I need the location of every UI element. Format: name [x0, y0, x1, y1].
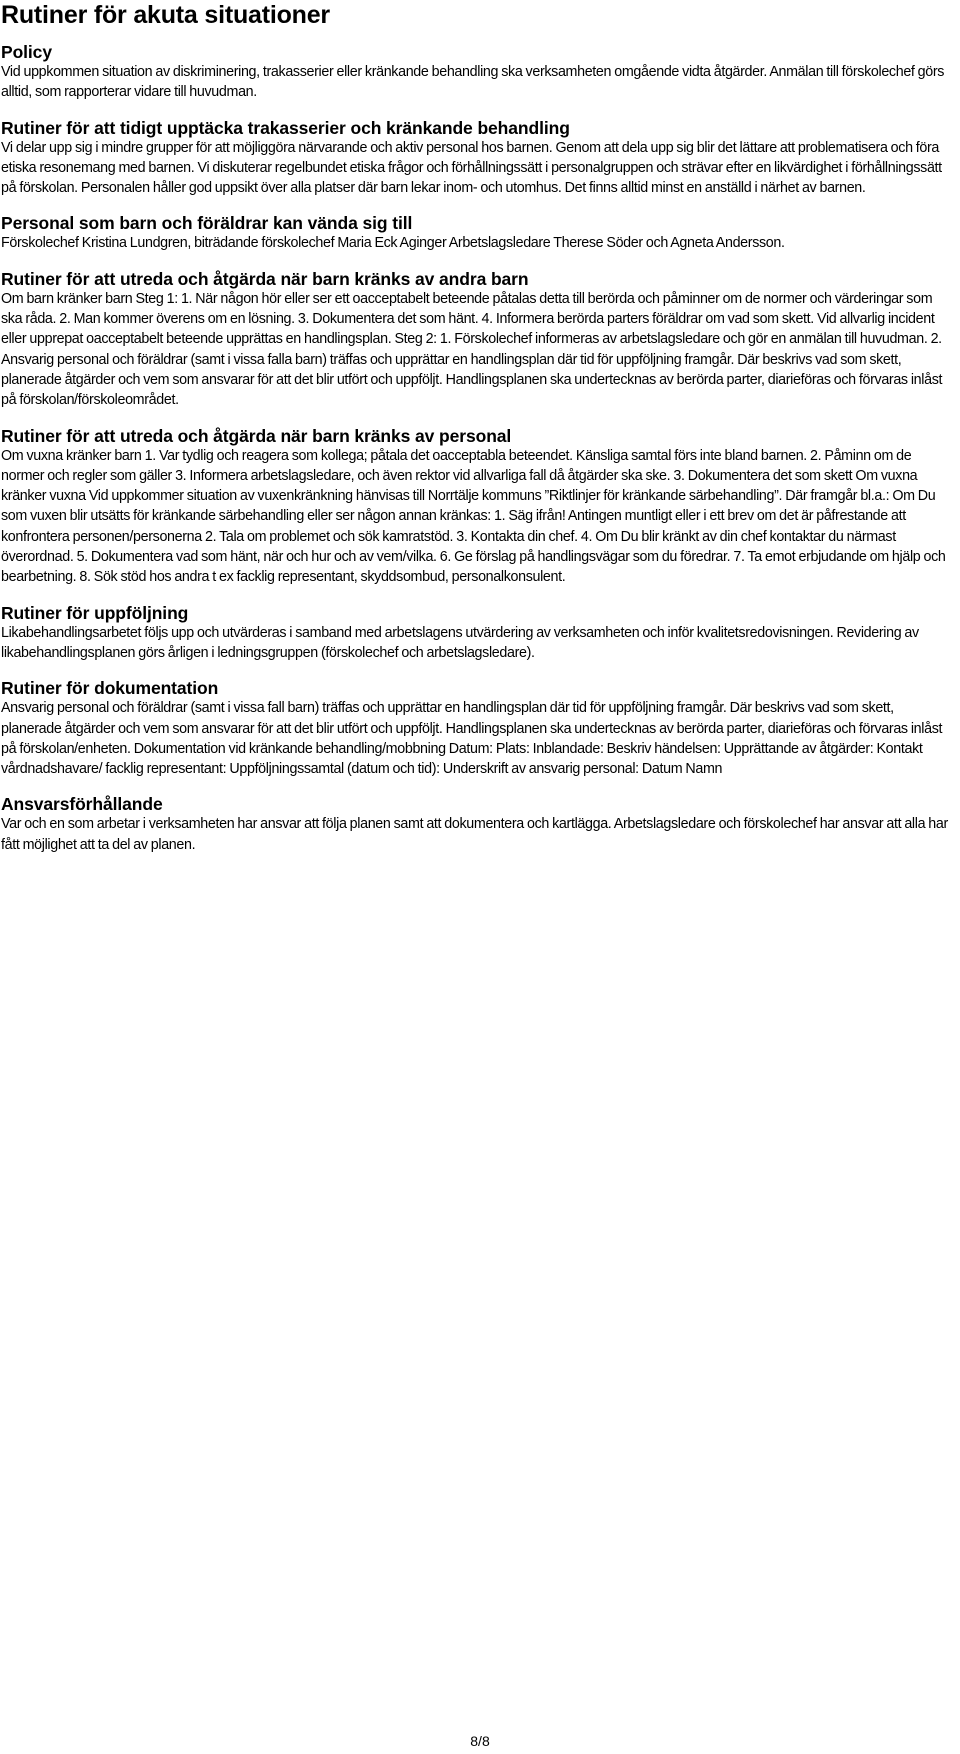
page-number: 8/8	[470, 1733, 490, 1749]
section-heading: Rutiner för uppföljning	[1, 602, 189, 623]
section-policy	[1, 42, 953, 103]
section-body: Ansvarig personal och föräldrar (samt i vissa fall barn) träffas och upprättar en handlingsplan där tid för uppföljning framgår. Där beskrivs vad som skett, planerade åtgärder och vem som ansvarar för att det blir utfört och uppföljt. Handlingsplanen ska undertecknas av berörda parter, diarieföras och förvaras inlåst på förskolan/enheten. Dokumentation vid kränkande behandling/mobbning Datum: Plats: Inblandade: Beskriv händelsen: Upprättande av åtgärder: Kontakt vårdnadshavare/ facklig representant: Uppföljningssamtal (datum och tid): Underskrift av ansvarig personal: Datum Namn	[1, 700, 943, 778]
section-heading: Ansvarsförhållande	[1, 794, 163, 815]
section-early-detection	[1, 118, 953, 199]
section-responsibility	[1, 794, 953, 855]
section-body: Vid uppkommen situation av diskriminering, trakasserier eller kränkande behandling ska verksamheten omgående vidta åtgärder. Anmälan till förskolechef görs alltid, som rapporterar vidare till huvudman.	[1, 64, 945, 101]
section-body: Om barn kränker barn Steg 1: 1. När någon hör eller ser ett oacceptabelt beteende påtalas detta till berörda och påminner om de normer och värderingar som ska råda. 2. Man kommer överens om en lösning. 3. Dokumentera det som hänt. 4. Informera berörda parters föräldrar om vad som skett. Vid allvarlig incident eller upprepat oacceptabelt beteende upprättas en handlingsplan. Steg 2: 1. Förskolechef informeras av arbetslagsledare och gör en anmälan till huvudman. 2. Ansvarig personal och föräldrar (samt i vissa falla barn) träffas och upprättar en handlingsplan där tid för uppföljning framgår. Där beskrivs vad som skett, planerade åtgärder och vem som ansvarar för att det blir utfört och uppföljt. Handlingsplanen ska undertecknas av berörda parter, diarieföras och förvaras inlåst på förskolan/förskoleområdet.	[1, 290, 943, 409]
section-heading: Rutiner för att tidigt upptäcka trakasserier och kränkande behandling	[1, 117, 570, 138]
document-page	[0, 0, 953, 855]
section-body: Var och en som arbetar i verksamheten har ansvar att följa planen samt att dokumentera och kartlägga. Arbetslagsledare och förskolechef har ansvar att alla har fått möjlighet att ta del av planen.	[1, 816, 948, 853]
document-title: Rutiner för akuta situationer	[1, 1, 330, 29]
section-heading: Rutiner för att utreda och åtgärda när barn kränks av andra barn	[1, 268, 529, 289]
section-child-on-child	[1, 269, 953, 411]
section-documentation	[1, 678, 953, 779]
section-follow-up	[1, 603, 953, 664]
section-heading: Rutiner för att utreda och åtgärda när barn kränks av personal	[1, 425, 512, 446]
section-heading: Personal som barn och föräldrar kan vända sig till	[1, 213, 413, 234]
section-heading: Rutiner för dokumentation	[1, 678, 219, 699]
section-staff-on-child	[1, 426, 953, 588]
section-body: Vi delar upp sig i mindre grupper för att möjliggöra närvarande och aktiv personal hos barnen. Genom att dela upp sig blir det lättare att problematisera och föra etiska resonemang med barnen. Vi diskuterar regelbundet etiska frågor och förhållningssätt i personalgruppen och strävar efter en likvärdighet i förhållningssätt på förskolan. Personalen håller god uppsikt över alla platser där barn lekar inom- och utomhus. Det finns alltid minst en anställd i närhet av barnen.	[1, 139, 942, 197]
section-body: Förskolechef Kristina Lundgren, biträdande förskolechef Maria Eck Aginger Arbetslagsledare Therese Söder och Agneta Andersson.	[1, 235, 785, 252]
section-body: Likabehandlingsarbetet följs upp och utvärderas i samband med arbetslagens utvärdering av verksamheten och inför kvalitetsredovisningen. Revidering av likabehandlingsplanen görs årligen i ledningsgruppen (förskolechef och arbetslagsledare).	[1, 624, 919, 661]
section-contact-persons	[1, 213, 953, 253]
section-body: Om vuxna kränker barn 1. Var tydlig och reagera som kollega; påtala det oacceptabla beteendet. Känsliga samtal förs inte bland barnen. 2. Påminn om de normer och regler som gäller 3. Informera arbetslagsledare, och även rektor vid allvarliga fall då åtgärder ska ske. 3. Dokumentera det som skett Om vuxna kränker vuxna Vid uppkommer situation av vuxenkränkning hänvisas till Norrtälje kommuns ”Riktlinjer för kränkande särbehandling”. Där framgår bl.a.: Om Du som vuxen blir utsätts för kränkande särbehandling eller ser någon annan kränkas: 1. Säg ifrån! Antingen muntligt eller i ett brev om det är påfrestande att konfrontera personen/personerna 2. Tala om problemet och sök kamratstöd. 3. Kontakta din chef. 4. Om Du blir kränkt av din chef kontaktar du närmast överordnad. 5. Dokumentera vad som hänt, när och hur och av vem/vilka. 6. Ge förslag på handlingsvägar som du föredrar. 7. Ta emot erbjudande om hjälp och bearbetning. 8. Sök stöd hos andra t ex facklig representant, skyddsombud, personalkonsulent.	[1, 447, 946, 586]
section-heading: Policy	[1, 42, 52, 62]
